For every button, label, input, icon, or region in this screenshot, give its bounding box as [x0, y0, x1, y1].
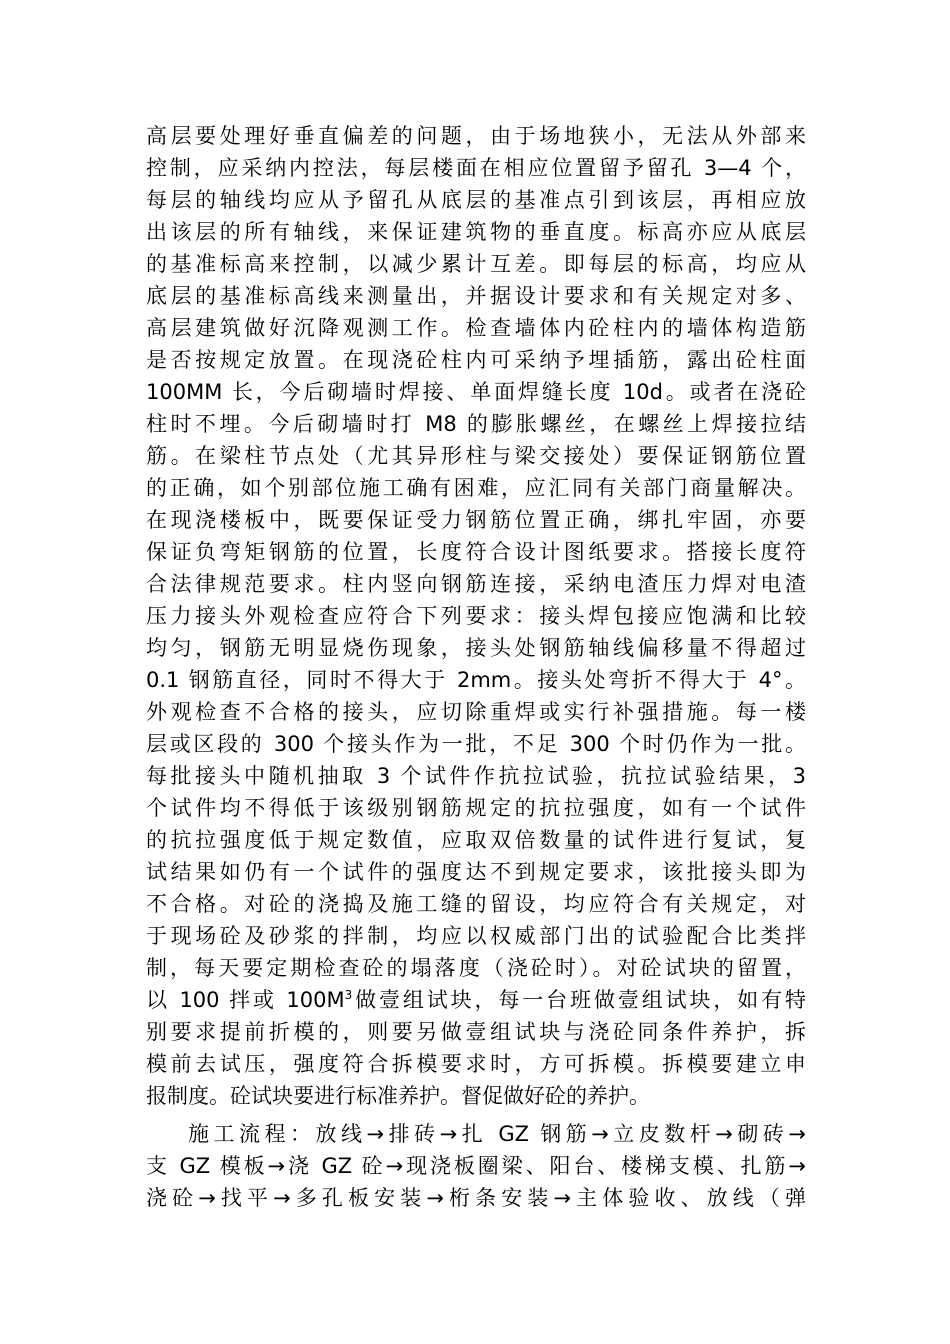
text-line: 在现浇楼板中，既要保证受力钢筋位置正确，绑扎牢固，亦要: [146, 508, 806, 532]
text-line: 控制，应采纳内控法，每层楼面在相应位置留予留孔 3—4 个，: [146, 156, 806, 180]
text-line: 0.1 钢筋直径，同时不得大于 2mm。接头处弯折不得大于 4°。: [146, 668, 806, 692]
text-segment: 做壹组试块，每一台班做壹组试块，如有特: [352, 988, 806, 1012]
text-line: 不合格。对砼的浇捣及施工缝的留设，均应符合有关规定，对: [146, 892, 806, 916]
text-line: 筋。在梁柱节点处（尤其异形柱与梁交接处）要保证钢筋位置: [146, 444, 806, 468]
text-line: 均匀，钢筋无明显烧伤现象，接头处钢筋轴线偏移量不得超过: [146, 636, 806, 660]
text-line: 每层的轴线均应从予留孔从底层的基准点引到该层，再相应放: [146, 188, 806, 212]
superscript: 3: [344, 988, 353, 1002]
text-line: 100MM 长，今后砌墙时焊接、单面焊缝长度 10d。或者在浇砼: [146, 380, 806, 404]
text-line: 是否按规定放置。在现浇砼柱内可采纳予埋插筋，露出砼柱面: [146, 348, 806, 372]
text-line: 于现场砼及砂浆的拌制，均应以权威部门出的试验配合比类拌: [146, 924, 806, 948]
text-line: 的正确，如个别部位施工确有困难，应汇同有关部门商量解决。: [146, 476, 806, 500]
text-line: 模前去试压，强度符合拆模要求时，方可拆模。拆模要建立申: [146, 1052, 806, 1076]
text-line: 高层建筑做好沉降观测工作。检查墙体内砼柱内的墙体构造筋: [146, 316, 806, 340]
text-line: 高层要处理好垂直偏差的问题，由于场地狭小，无法从外部来: [146, 124, 806, 148]
text-line: 的基准标高来控制，以减少累计互差。即每层的标高，均应从: [146, 252, 806, 276]
text-line: 合法律规范要求。柱内竖向钢筋连接，采纳电渣压力焊对电渣: [146, 572, 806, 596]
text-line: 柱时不埋。今后砌墙时打 M8 的膨胀螺丝，在螺丝上焊接拉结: [146, 412, 806, 436]
body-text: [146, 120, 806, 1214]
text-line: 的抗拉强度低于规定数值，应取双倍数量的试件进行复试，复: [146, 828, 806, 852]
text-line: 出该层的所有轴线，来保证建筑物的垂直度。标高亦应从底层: [146, 220, 806, 244]
text-line: 压力接头外观检查应符合下列要求：接头焊包接应饱满和比较: [146, 604, 806, 628]
text-line: 支 GZ 模板→浇 GZ 砼→现浇板圈梁、阳台、楼梯支模、扎筋→: [146, 1154, 806, 1178]
text-line: 外观检查不合格的接头，应切除重焊或实行补强措施。每一楼: [146, 700, 806, 724]
text-line: 个试件均不得低于该级别钢筋规定的抗拉强度，如有一个试件: [146, 796, 806, 820]
text-line: 制，每天要定期检查砼的塌落度（浇砼时）。对砼试块的留置，: [146, 956, 806, 980]
text-line-indented: 施工流程：放线→排砖→扎 GZ 钢筋→立皮数杆→砌砖→: [188, 1122, 806, 1146]
text-line: 别要求提前折模的，则要另做壹组试块与浇砼同条件养护，拆: [146, 1020, 806, 1044]
text-line: 保证负弯矩钢筋的位置，长度符合设计图纸要求。搭接长度符: [146, 540, 806, 564]
text-segment: 以 100 拌或 100M: [146, 988, 345, 1012]
text-line: 底层的基准标高线来测量出，并据设计要求和有关规定对多、: [146, 284, 806, 308]
text-line-last: 报制度。砼试块要进行标准养护。督促做好砼的养护。: [146, 1084, 650, 1108]
text-line-with-superscript: [146, 984, 806, 1016]
text-line: 层或区段的 300 个接头作为一批，不足 300 个时仍作为一批。: [146, 732, 806, 756]
text-line: 试结果如仍有一个试件的强度达不到规定要求，该批接头即为: [146, 860, 806, 884]
text-line: 浇砼→找平→多孔板安装→桁条安装→主体验收、放线（弹: [146, 1186, 806, 1210]
text-line: 每批接头中随机抽取 3 个试件作抗拉试验，抗拉试验结果，3: [146, 764, 806, 788]
